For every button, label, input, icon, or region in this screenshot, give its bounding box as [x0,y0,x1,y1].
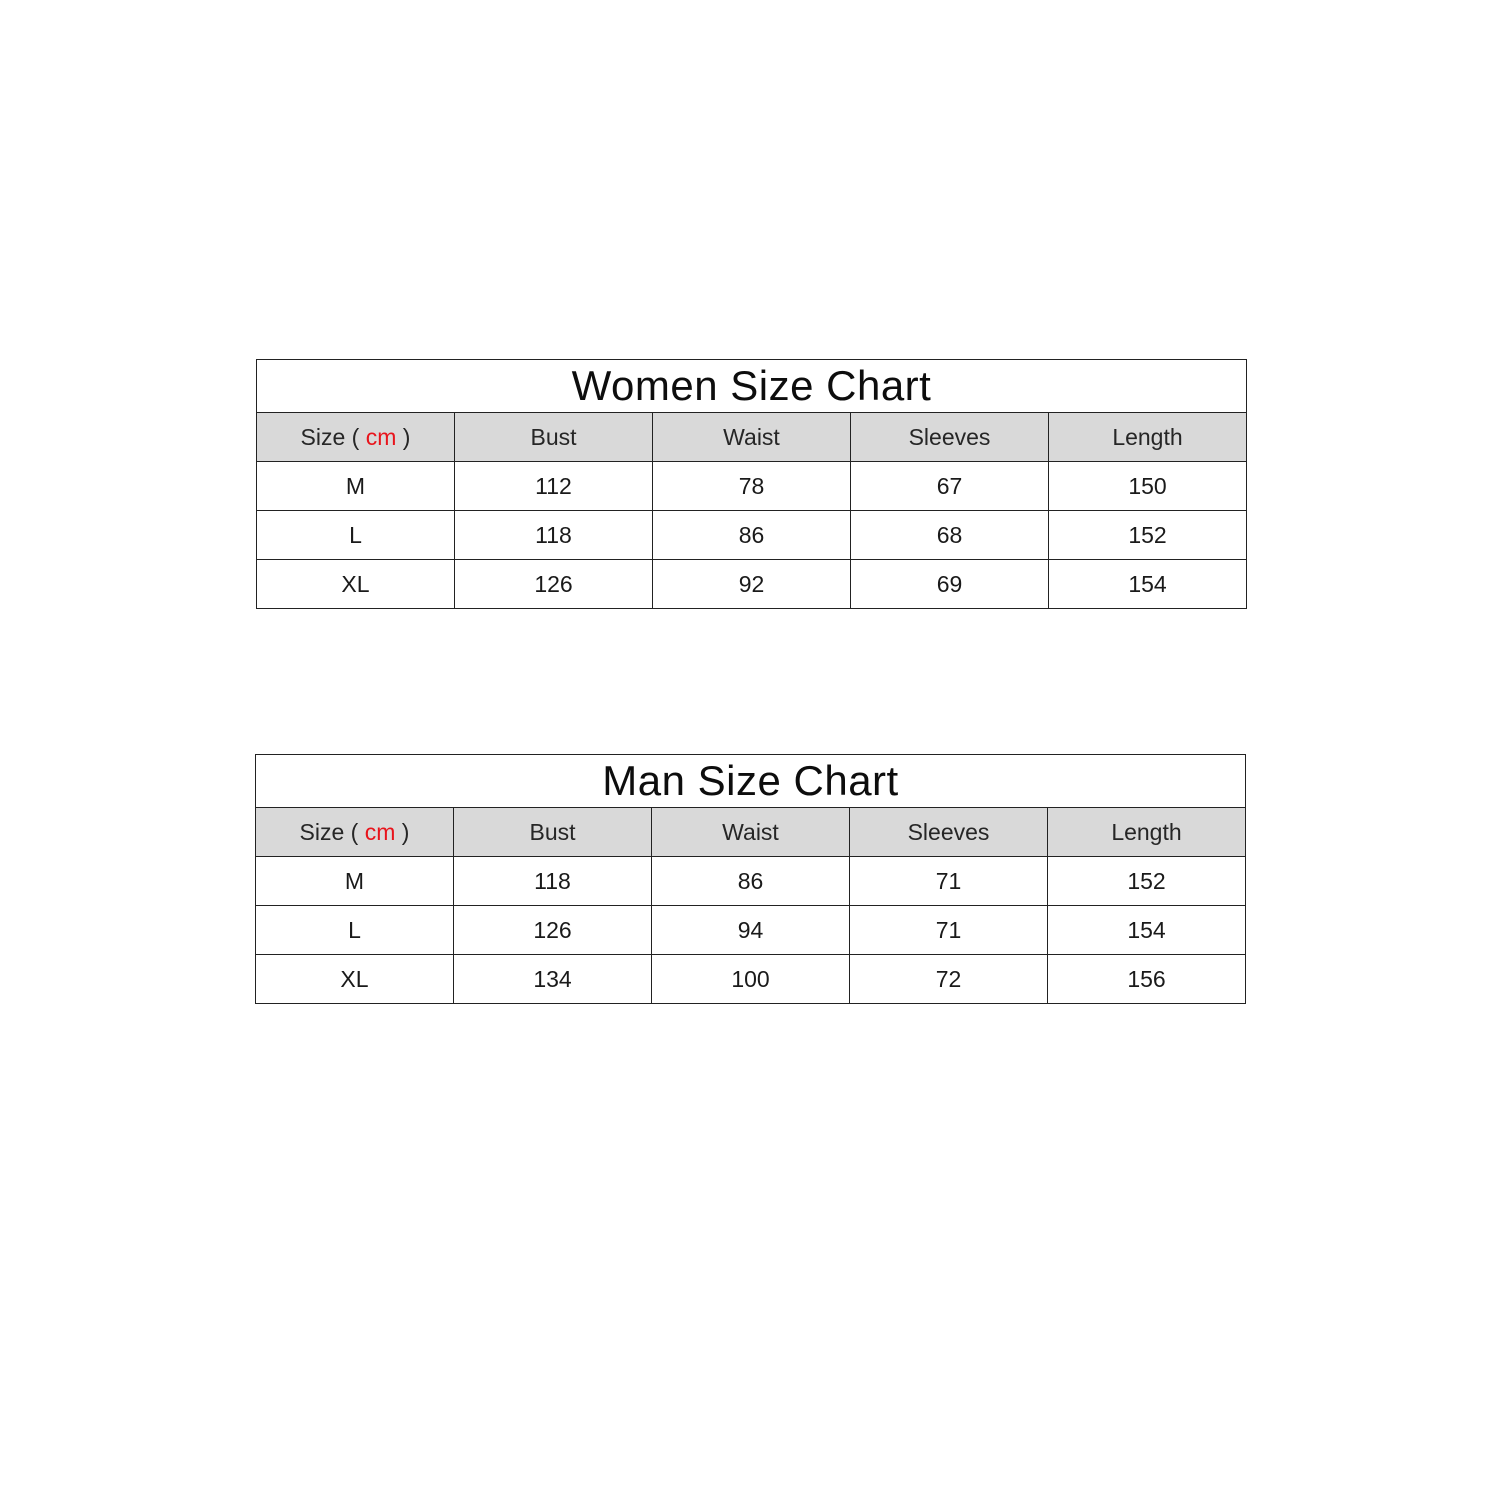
sleeves-cell: 71 [850,857,1048,906]
women-size-chart-table [256,359,1247,609]
table-row [256,955,1246,1004]
header-length: Length [1048,808,1246,857]
length-cell: 152 [1049,511,1247,560]
table-row [256,857,1246,906]
unit-open-paren: ( [351,423,360,450]
length-cell: 156 [1048,955,1246,1004]
header-size [257,413,455,462]
header-waist: Waist [653,413,851,462]
sleeves-cell: 69 [851,560,1049,609]
table-header-row [257,413,1247,462]
table-row [257,560,1247,609]
header-bust: Bust [455,413,653,462]
table-row [256,906,1246,955]
header-length: Length [1049,413,1247,462]
bust-cell: 112 [455,462,653,511]
size-cell: L [256,906,454,955]
length-cell: 154 [1048,906,1246,955]
size-cell: XL [256,955,454,1004]
unit-close-paren: ) [401,818,410,845]
header-sleeves: Sleeves [850,808,1048,857]
waist-cell: 92 [653,560,851,609]
table-row [257,462,1247,511]
sleeves-cell: 72 [850,955,1048,1004]
header-waist: Waist [652,808,850,857]
man-size-chart-table [255,754,1246,1004]
sleeves-cell: 68 [851,511,1049,560]
size-label: Size [300,423,346,450]
unit-open-paren: ( [350,818,359,845]
header-size [256,808,454,857]
sleeves-cell: 67 [851,462,1049,511]
waist-cell: 100 [652,955,850,1004]
table-header-row [256,808,1246,857]
size-cell: XL [257,560,455,609]
waist-cell: 94 [652,906,850,955]
table-title-row [257,360,1247,413]
table-row [257,511,1247,560]
size-cell: M [257,462,455,511]
waist-cell: 78 [653,462,851,511]
length-cell: 154 [1049,560,1247,609]
size-label: Size [299,818,345,845]
bust-cell: 126 [454,906,652,955]
bust-cell: 134 [454,955,652,1004]
size-cell: M [256,857,454,906]
bust-cell: 118 [455,511,653,560]
table-title: Man Size Chart [256,755,1246,808]
header-sleeves: Sleeves [851,413,1049,462]
table-title-row [256,755,1246,808]
waist-cell: 86 [652,857,850,906]
size-cell: L [257,511,455,560]
unit-label: cm [365,423,397,450]
header-bust: Bust [454,808,652,857]
unit-label: cm [364,818,396,845]
length-cell: 152 [1048,857,1246,906]
bust-cell: 118 [454,857,652,906]
unit-close-paren: ) [402,423,411,450]
table-title: Women Size Chart [257,360,1247,413]
length-cell: 150 [1049,462,1247,511]
sleeves-cell: 71 [850,906,1048,955]
waist-cell: 86 [653,511,851,560]
bust-cell: 126 [455,560,653,609]
